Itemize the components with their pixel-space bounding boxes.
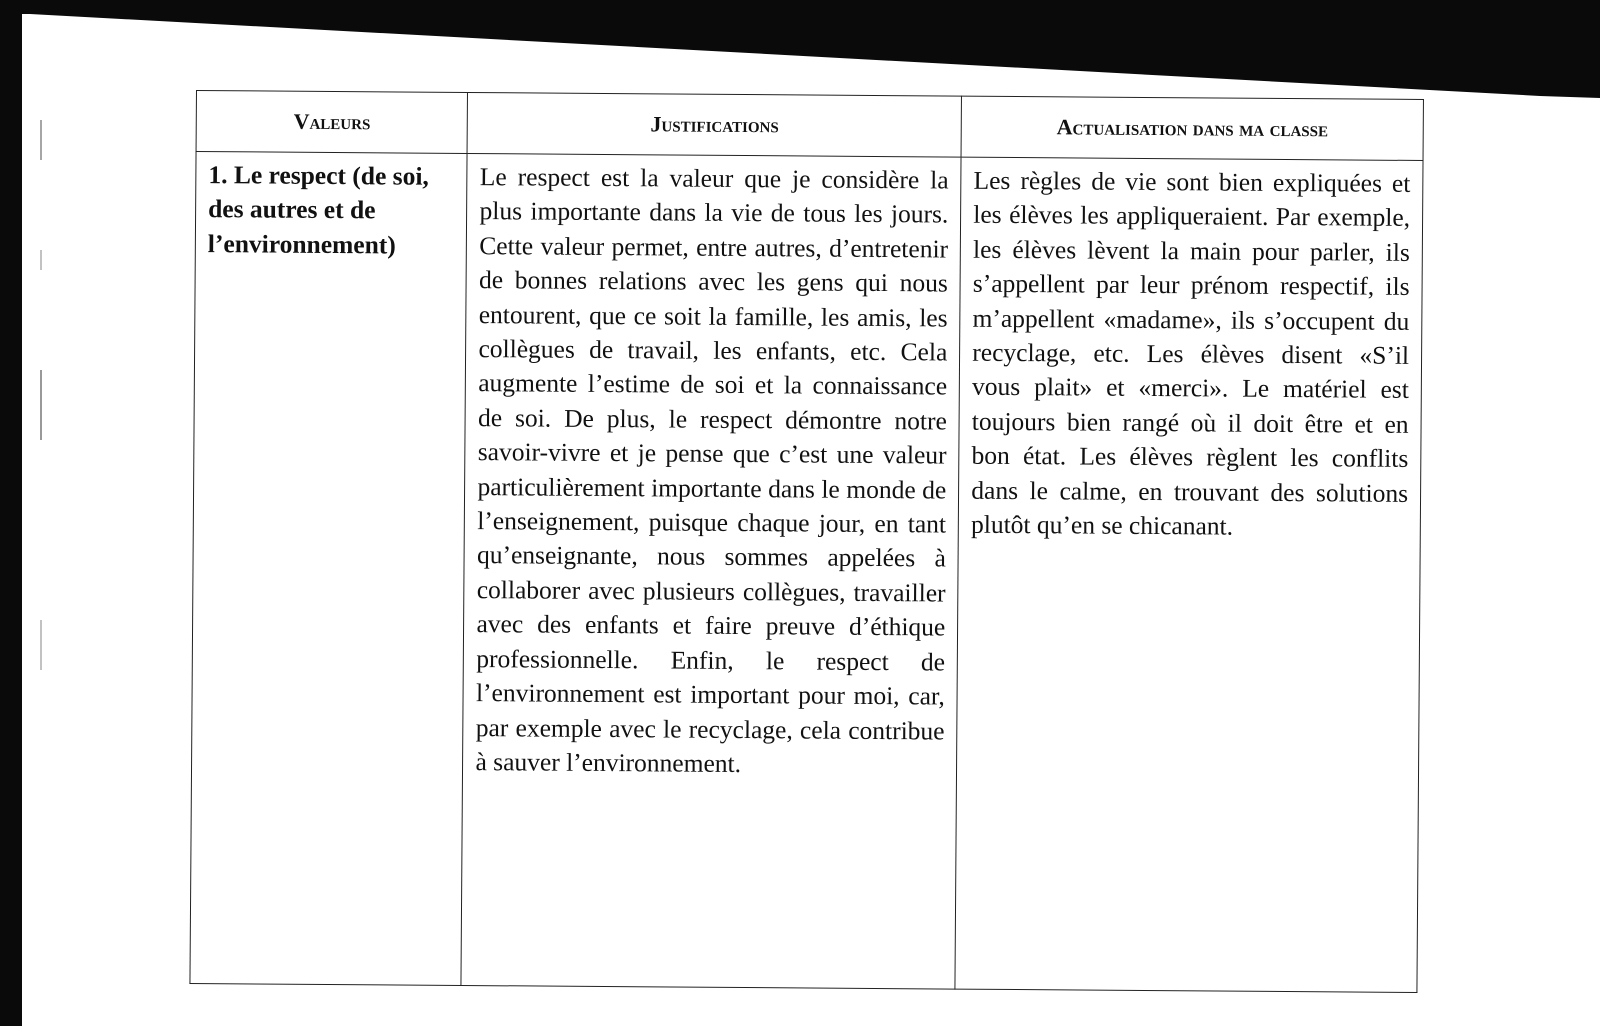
cell-value: 1. Le respect (de soi, des autres et de l’environnement) [190, 152, 468, 986]
table-row [190, 152, 1423, 993]
values-table [189, 90, 1424, 993]
scan-margin-marks [38, 120, 44, 680]
header-justifications: Justifications [467, 92, 961, 157]
header-values: Valeurs [196, 91, 468, 154]
cell-actualisation: Les règles de vie sont bien expliquées et les élèves les appliqueraient. Par exemple, les élèves lèvent la main pour parler, ils s’appellent par leur prénom respectif, ils m’appellent «madame», ils s’occupent du recyclage, etc. Les élèves disent «S’il vous plait» et «merci». Le matériel est toujours bien rangé où il doit être et en bon état. Les élèves règlent les conflits dans le calme, en trouvant des solutions plutôt qu’en se chicanant. [955, 157, 1423, 992]
header-actualisation: Actualisation dans ma classe [961, 96, 1423, 160]
scan-left-edge [0, 0, 22, 1026]
cell-justification: Le respect est la valeur que je considère la plus importante dans la vie de tous les jours. Cette valeur permet, entre autres, d’entretenir de bonnes relations avec les gens qui nous entourent, que ce soit la famille, les amis, les collègues de travail, les enfants, etc. Cela augmente l’estime de soi et la connaissance de soi. De plus, le respect démontre notre savoir-vivre et je pense que c’est une valeur particulièrement importante dans le monde de l’enseignement, puisque chaque jour, en tant qu’enseignante, nous sommes appelées à collaborer avec plusieurs collègues, travailler avec des enfants et faire preuve d’éthique professionnelle. Enfin, le respect de l’environnement est important pour moi, car, par exemple avec le recyclage, cela contribue à sauver l’environnement. [461, 153, 961, 989]
table-header-row [196, 91, 1423, 161]
